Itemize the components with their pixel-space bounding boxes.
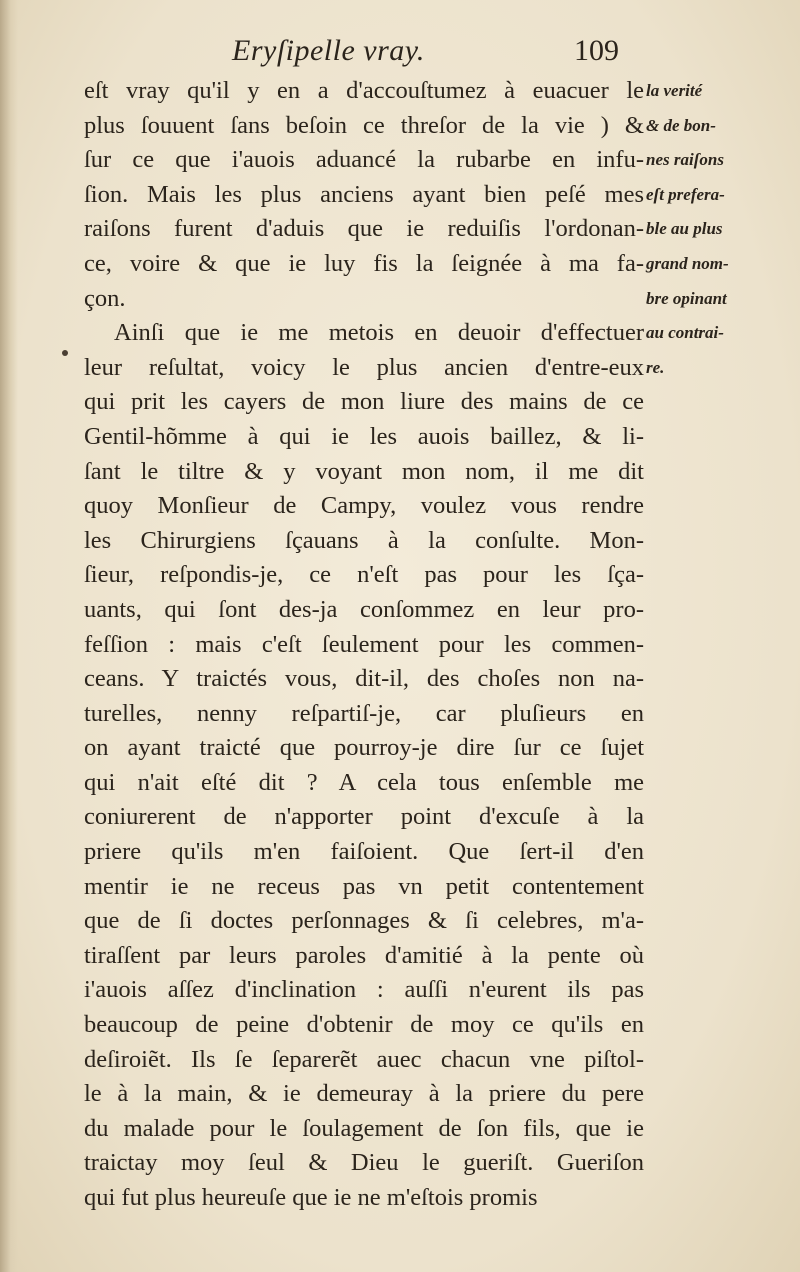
text-line: qui n'ait eſté dit ? A cela tous enſemble me <box>84 768 644 796</box>
text-line: ſur ce que i'auois aduancé la rubarbe en infu- <box>84 146 644 174</box>
text-line: quoy Monſieur de Campy, voulez vous rendre <box>84 492 644 520</box>
text-line: turelles, nenny reſpartiſ-je, car pluſieurs en <box>84 699 644 727</box>
text-line: Gentil-hõmme à qui ie les auois baillez, & li- <box>84 422 644 450</box>
running-title: Eryſipelle vray. <box>232 34 425 67</box>
text-line: ſant le tiltre & y voyant mon nom, il me dit <box>84 457 644 485</box>
marginal-note-line: eſt prefera- <box>646 184 725 204</box>
text-line: ſieur, reſpondis-je, ce n'eſt pas pour les ſça- <box>84 561 644 589</box>
page-header <box>0 30 800 74</box>
text-line: leur reſultat, voicy le plus ancien d'entre-eux <box>84 353 644 381</box>
text-line: mentir ie ne receus pas vn petit contentement <box>84 872 644 900</box>
marginal-note-line: la verité <box>646 81 703 100</box>
text-line: beaucoup de peine d'obtenir de moy ce qu'ils en <box>84 1011 644 1039</box>
text-line: çon. <box>84 284 126 312</box>
text-line: eſt vray qu'il y en a d'accouſtumez à euacuer le <box>84 77 644 104</box>
marginal-note-line: nes raiſons <box>646 150 724 170</box>
text-line: ceans. Y traictés vous, dit-il, des choſes non na- <box>84 665 644 693</box>
text-line: on ayant traicté que pourroy-je dire ſur ce ſujet <box>84 734 644 762</box>
marginal-note-line: bre opinant <box>646 288 727 308</box>
text-line: les Chirurgiens ſçauans à la conſulte. Mon- <box>84 526 644 554</box>
text-line: i'auois aſſez d'inclination : auſſi n'eurent ils pas <box>84 976 644 1004</box>
marginal-note-line: grand nom- <box>646 253 729 273</box>
text-line: plus ſouuent ſans beſoin ce threſor de la vie ) & <box>84 111 644 139</box>
text-line: qui fut plus heureuſe que ie ne m'eſtois promis <box>84 1184 538 1211</box>
page-number: 109 <box>574 34 619 67</box>
text-line: tiraſſent par leurs paroles d'amitié à la pente où <box>84 941 644 969</box>
text-line: coniurerent de n'apporter point d'excuſe à la <box>84 803 644 831</box>
text-line: ce, voire & que ie luy fis la ſeignée à ma fa- <box>84 249 644 277</box>
text-line: ſion. Mais les plus anciens ayant bien peſé mes <box>84 180 644 208</box>
text-line: qui prit les cayers de mon liure des mains de ce <box>84 388 644 416</box>
marginal-note-line: re. <box>646 357 665 377</box>
text-line: du malade pour le ſoulagement de ſon fils, que ie <box>84 1114 644 1142</box>
page-spine-shadow <box>0 0 18 1272</box>
text-line: feſſion : mais c'eſt ſeulement pour les commen- <box>84 630 644 658</box>
body-text <box>84 74 644 1216</box>
marginal-note-line: & de bon- <box>646 115 716 135</box>
text-line: deſiroiẽt. Ils ſe ſeparerẽt auec chacun vne piſtol- <box>84 1045 644 1073</box>
text-line: le à la main, & ie demeuray à la priere du pere <box>84 1080 644 1108</box>
text-line: traictay moy ſeul & Dieu le gueriſt. Gueriſon <box>84 1149 644 1177</box>
ink-dot-mark <box>62 350 68 356</box>
text-line: raiſons furent d'aduis que ie reduiſis l'ordonan- <box>84 215 644 243</box>
marginal-note-line: au contrai- <box>646 323 724 343</box>
text-line: uants, qui ſont des-ja conſommez en leur pro- <box>84 595 644 623</box>
marginal-note <box>646 74 766 385</box>
paragraph-start-line: Ainſi que ie me metois en deuoir d'effectuer <box>114 319 644 347</box>
text-line: que de ſi doctes perſonnages & ſi celebres, m'a- <box>84 907 644 935</box>
marginal-note-line: ble au plus <box>646 219 723 239</box>
text-line: priere qu'ils m'en faiſoient. Que ſert-il d'en <box>84 838 644 866</box>
